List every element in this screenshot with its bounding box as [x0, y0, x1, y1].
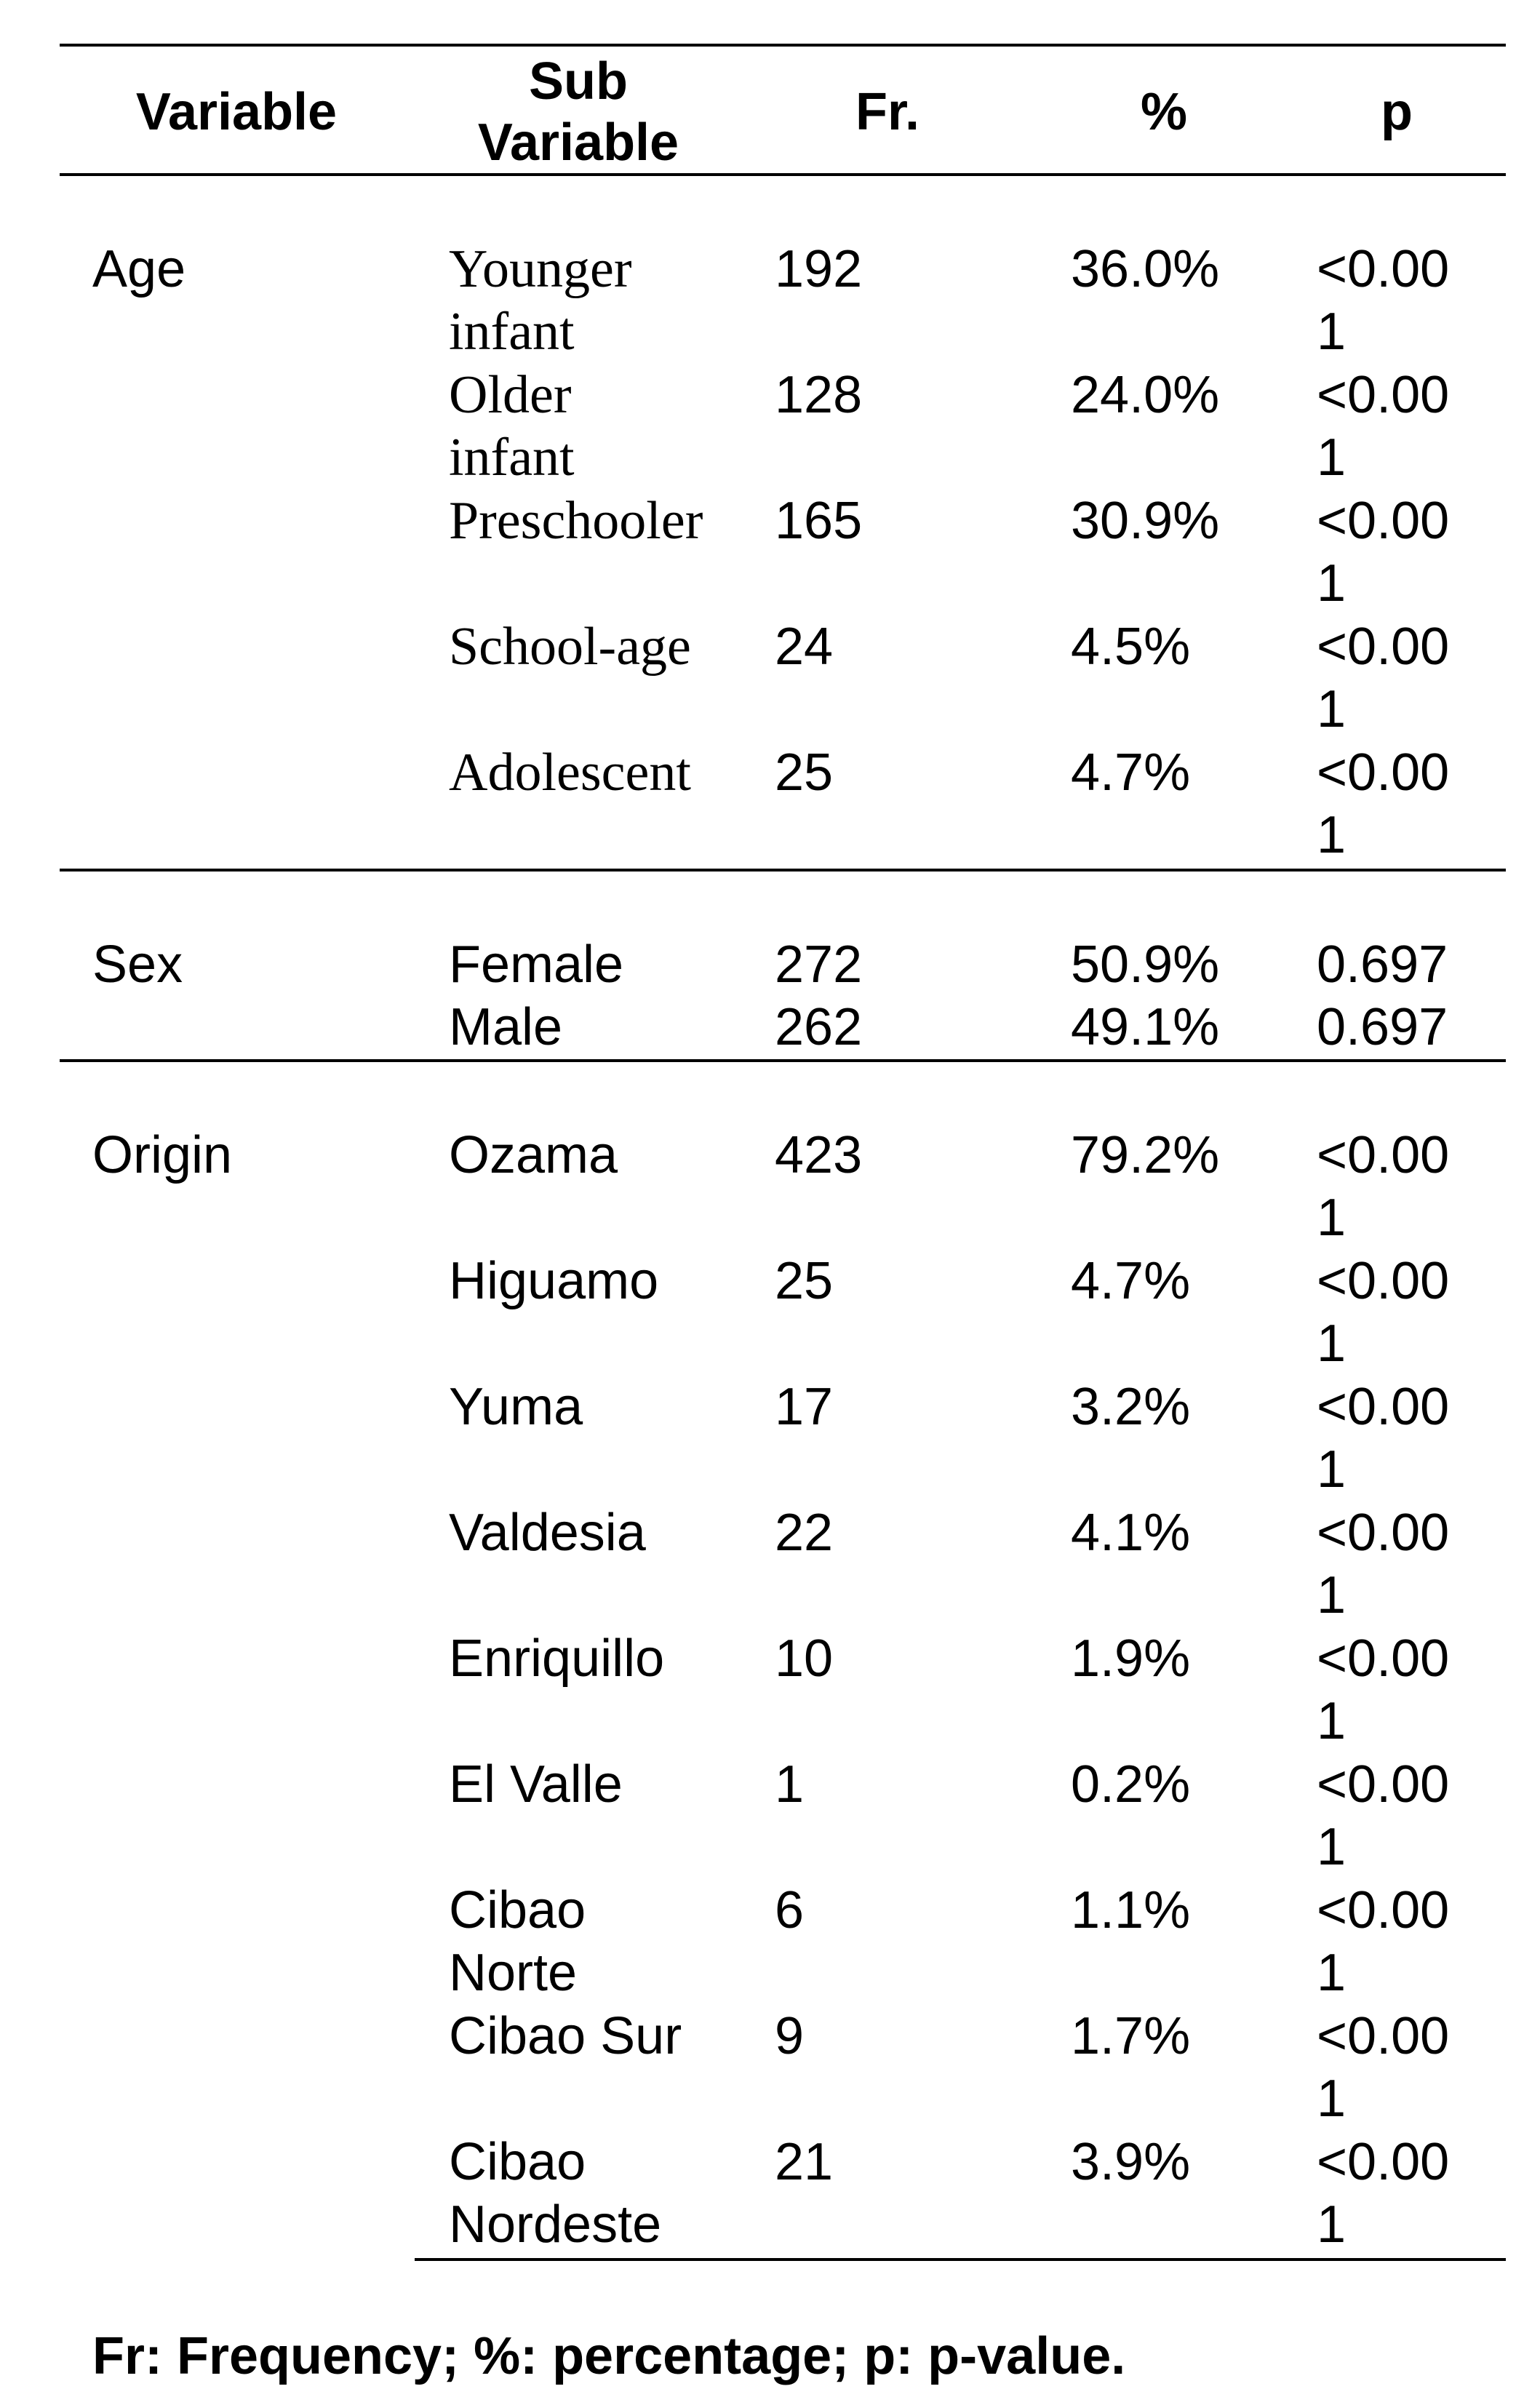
p-value: 1 — [1317, 303, 1346, 361]
p-value: 0.697 — [1317, 998, 1448, 1056]
percent-value: 30.9% — [1071, 492, 1220, 550]
frequency-value: 9 — [775, 2007, 805, 2065]
p-value: 1 — [1317, 1189, 1346, 1247]
frequency-value: 192 — [775, 240, 863, 298]
frequency-value: 25 — [775, 743, 834, 802]
percent-value: 1.7% — [1071, 2007, 1191, 2065]
percent-value: 49.1% — [1071, 998, 1220, 1056]
sub-variable-label: Preschooler — [449, 491, 703, 551]
p-value: 1 — [1317, 2195, 1346, 2254]
sub-variable-label: Female — [449, 936, 624, 994]
header-sub-variable-line1: Sub — [529, 52, 628, 111]
sub-variable-label: Male — [449, 998, 563, 1056]
sub-variable-label: Valdesia — [449, 1504, 646, 1562]
variable-label: Origin — [92, 1126, 233, 1184]
frequency-value: 17 — [775, 1378, 834, 1436]
p-value: 1 — [1317, 1440, 1346, 1499]
p-value: 0.697 — [1317, 936, 1448, 994]
p-value: 1 — [1317, 806, 1346, 864]
bottom-rule — [415, 2258, 1506, 2261]
p-value: <0.00 — [1317, 1126, 1450, 1184]
variable-label: Age — [92, 240, 186, 298]
frequency-value: 128 — [775, 366, 863, 424]
percent-value: 1.1% — [1071, 1881, 1191, 1939]
sub-variable-label: Ozama — [449, 1126, 618, 1184]
sub-variable-label: Nordeste — [449, 2195, 662, 2254]
frequency-value: 1 — [775, 1755, 805, 1814]
header-frequency: Fr. — [855, 83, 920, 141]
header-variable: Variable — [135, 83, 338, 141]
frequency-value: 272 — [775, 936, 863, 994]
p-value: 1 — [1317, 1566, 1346, 1624]
frequency-value: 21 — [775, 2133, 834, 2191]
percent-value: 1.9% — [1071, 1630, 1191, 1688]
percent-value: 4.1% — [1071, 1504, 1191, 1562]
sub-variable-label: Higuamo — [449, 1252, 659, 1310]
p-value: <0.00 — [1317, 618, 1450, 676]
p-value: <0.00 — [1317, 1881, 1450, 1939]
percent-value: 36.0% — [1071, 240, 1220, 298]
sub-variable-label: Cibao — [449, 2133, 586, 2191]
sub-variable-label: Norte — [449, 1944, 578, 2002]
variable-label: Sex — [92, 936, 183, 994]
p-value: <0.00 — [1317, 1755, 1450, 1814]
p-value: 1 — [1317, 680, 1346, 738]
percent-value: 79.2% — [1071, 1126, 1220, 1184]
p-value: 1 — [1317, 428, 1346, 487]
sub-variable-label: School-age — [449, 617, 691, 677]
sub-variable-label: Enriquillo — [449, 1630, 665, 1688]
percent-value: 24.0% — [1071, 366, 1220, 424]
percent-value: 0.2% — [1071, 1755, 1191, 1814]
p-value: 1 — [1317, 554, 1346, 613]
sub-variable-label: Cibao — [449, 1881, 586, 1939]
p-value: <0.00 — [1317, 743, 1450, 802]
p-value: <0.00 — [1317, 1378, 1450, 1436]
sex-section-rule — [60, 1059, 1506, 1062]
percent-value: 50.9% — [1071, 936, 1220, 994]
frequency-value: 6 — [775, 1881, 805, 1939]
sub-variable-label: Younger — [449, 239, 632, 299]
frequency-value: 10 — [775, 1630, 834, 1688]
p-value: <0.00 — [1317, 366, 1450, 424]
p-value: <0.00 — [1317, 240, 1450, 298]
p-value: 1 — [1317, 1818, 1346, 1876]
sub-variable-label: Yuma — [449, 1378, 583, 1436]
header-sub-variable-line2: Variable — [477, 113, 679, 172]
p-value: 1 — [1317, 1315, 1346, 1373]
frequency-value: 24 — [775, 618, 834, 676]
sub-variable-label: Cibao Sur — [449, 2007, 682, 2065]
header-sub-variable — [436, 51, 720, 173]
sub-variable-label: Older — [449, 365, 572, 425]
frequency-value: 22 — [775, 1504, 834, 1562]
header-percent: % — [1140, 83, 1188, 141]
p-value: 1 — [1317, 1692, 1346, 1750]
p-value: <0.00 — [1317, 1630, 1450, 1688]
age-section-rule — [60, 869, 1506, 872]
sub-variable-label: infant — [449, 428, 575, 487]
p-value: <0.00 — [1317, 1504, 1450, 1562]
percent-value: 3.2% — [1071, 1378, 1191, 1436]
p-value: <0.00 — [1317, 492, 1450, 550]
table-footnote: Fr: Frequency; %: percentage; p: p-value. — [92, 2327, 1126, 2385]
frequency-value: 423 — [775, 1126, 863, 1184]
p-value: 1 — [1317, 1944, 1346, 2002]
header-p: p — [1381, 83, 1413, 141]
p-value: <0.00 — [1317, 2133, 1450, 2191]
frequency-value: 262 — [775, 998, 863, 1056]
header-rule — [60, 173, 1506, 176]
sub-variable-label: Adolescent — [449, 743, 691, 802]
percent-value: 4.5% — [1071, 618, 1191, 676]
sub-variable-label: El Valle — [449, 1755, 623, 1814]
frequency-value: 165 — [775, 492, 863, 550]
percent-value: 4.7% — [1071, 1252, 1191, 1310]
p-value: 1 — [1317, 2070, 1346, 2128]
top-rule — [60, 44, 1506, 47]
p-value: <0.00 — [1317, 2007, 1450, 2065]
percent-value: 3.9% — [1071, 2133, 1191, 2191]
sub-variable-label: infant — [449, 302, 575, 362]
p-value: <0.00 — [1317, 1252, 1450, 1310]
frequency-value: 25 — [775, 1252, 834, 1310]
percent-value: 4.7% — [1071, 743, 1191, 802]
